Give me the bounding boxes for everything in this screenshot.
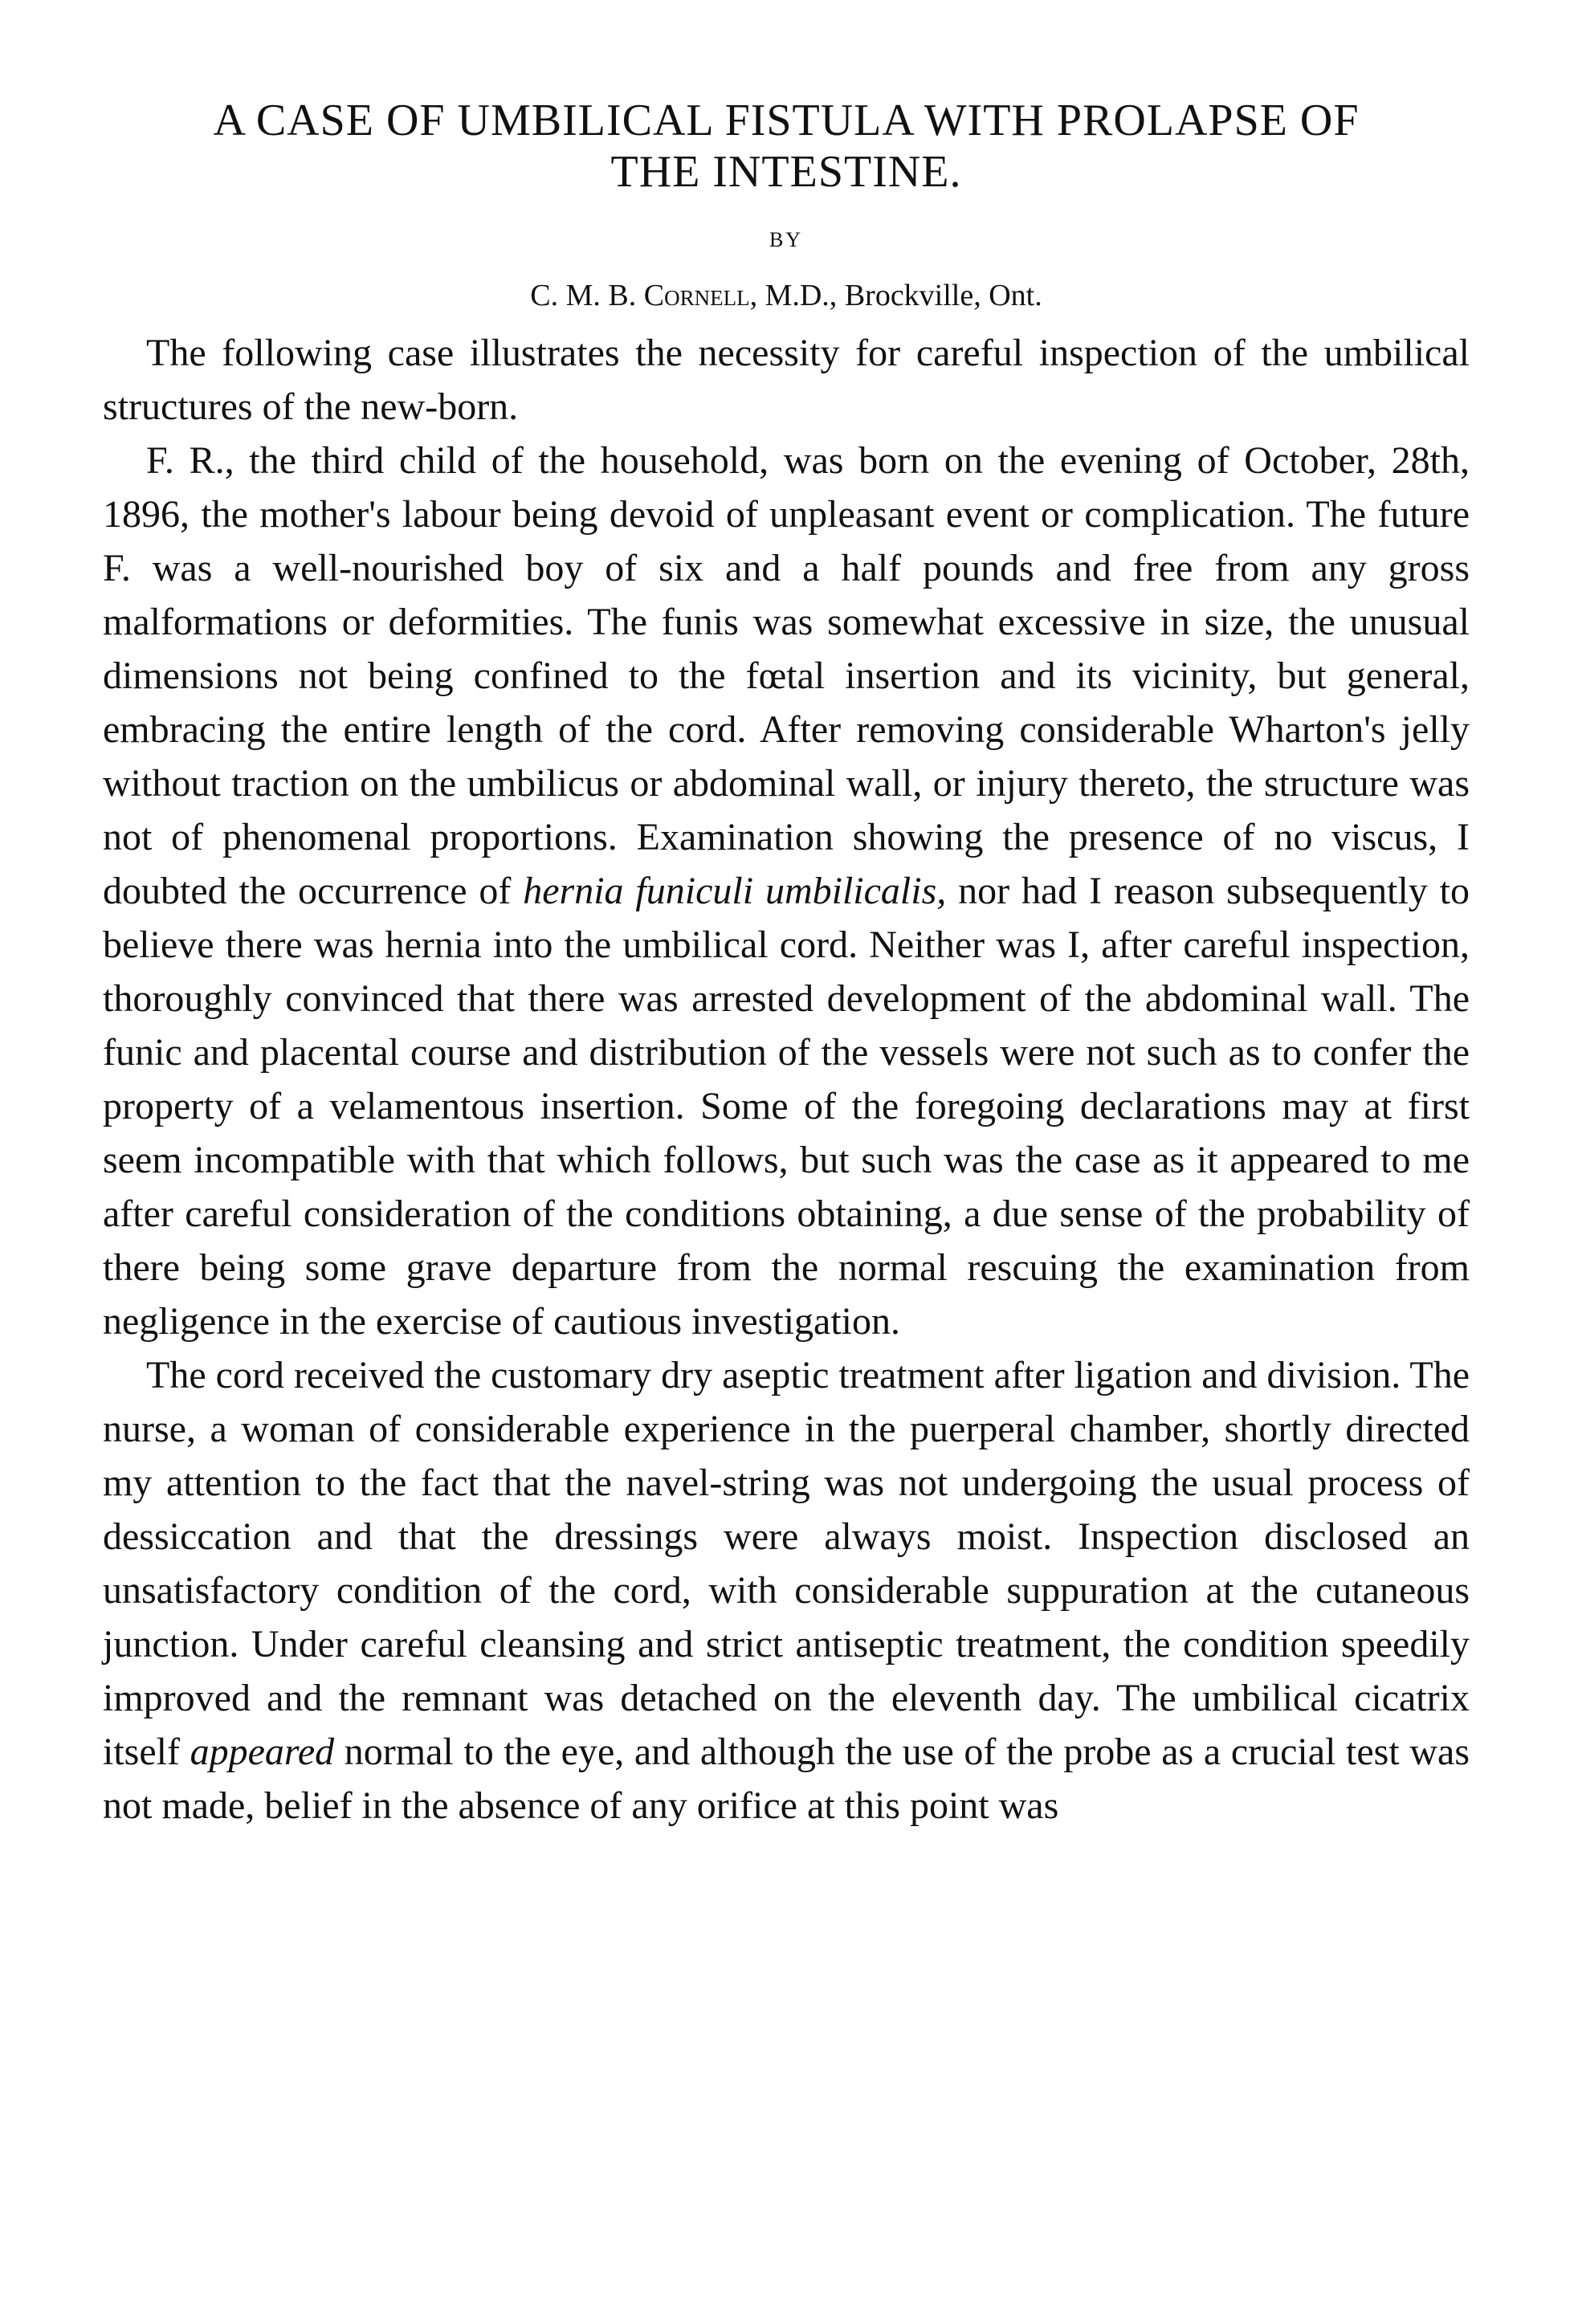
author-name: C. M. B. Cornell, M.D., [530, 279, 838, 312]
paragraph-3-italic-term: appeared [190, 1731, 335, 1773]
paragraph-2-text-end: nor had I reason subsequently to believe there was hernia into the umbilical cord. Neither was I, after careful inspection, thoroughly convinced that there was arrested development of the abdominal wall. The funic and placental course and distribution of the vessels were not such as to confer the property of a velamentous insertion. Some of the foregoing declarations may at first seem incompatible with that which follows, but such was the case as it appeared to me after careful consideration of the conditions obtaining, a due sense of the probability of there being some grave departure from the normal rescuing the examination from negligence in the exercise of cautious investigation. [103, 870, 1470, 1343]
paragraph-1: The following case illustrates the necessity for careful inspection of the umbilical structures of the new-born. [103, 332, 1470, 428]
paragraph-3 [103, 1348, 1470, 1833]
paragraph-2-text-start: F. R., the third child of the household, was born on the evening of October, 28th, 1896, the mother's labour being devoid of unpleasant event or complication. The future F. was a well-nourished boy of six and a half pounds and free from any gross malformations or deformities. The funis was somewhat excessive in size, the unusual dimensions not being confined to the fœtal insertion and its vicinity, but general, embracing the entire length of the cord. After removing considerable Wharton's jelly without traction on the umbilicus or abdominal wall, or injury thereto, the structure was not of phenomenal proportions. Examination showing the presence of no viscus, I doubted the occurrence of [103, 439, 1470, 912]
paragraph-3-text-end: normal to the eye, and although the use of the probe as a crucial test was not made, belief in the absence of any orifice at this point was [103, 1731, 1470, 1827]
byline-by: BY [769, 228, 804, 251]
title-line-2: THE INTESTINE. [610, 147, 962, 197]
paragraph-2-italic-term: hernia funiculi umbilicalis, [523, 870, 947, 912]
article-page [103, 95, 1470, 1833]
title-line-1: A CASE OF UMBILICAL FISTULA WITH PROLAPSE OF [213, 96, 1360, 145]
author-place: Brockville, Ont. [837, 279, 1042, 312]
article-title [103, 95, 1470, 198]
article-body [103, 326, 1470, 1833]
paragraph-3-text-start: The cord received the customary dry aseptic treatment after ligation and division. The nurse, a woman of considerable experience in the puerperal chamber, shortly directed my attention to the fact that the navel-string was not undergoing the usual process of dessiccation and that the dressings were always moist. Inspection disclosed an unsatisfactory condition of the cord, with considerable suppuration at the cutaneous junction. Under careful cleansing and strict antiseptic treatment, the condition speedily improved and the remnant was detached on the eleventh day. The umbilical cicatrix itself [103, 1354, 1470, 1773]
paragraph-2 [103, 434, 1470, 1348]
author-line [103, 278, 1470, 313]
